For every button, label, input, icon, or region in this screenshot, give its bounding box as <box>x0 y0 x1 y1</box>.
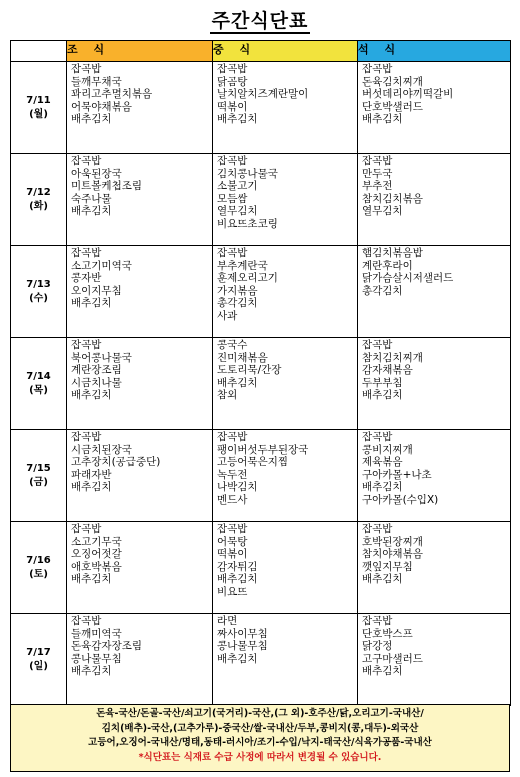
lunch-cell <box>213 614 358 706</box>
menu-item: 소고기미역국 <box>71 259 132 272</box>
menu-item: 배추김치 <box>71 297 112 310</box>
menu-item: 배추김치 <box>217 652 258 665</box>
menu-item: 라면 <box>217 615 238 627</box>
menu-item: 떡볶이 <box>217 548 248 561</box>
menu-item: 고구마샐러드 <box>362 652 423 665</box>
breakfast-cell <box>67 338 213 430</box>
menu-item: 고추장치(공급중단) <box>71 456 161 469</box>
menu-item: 아욱된장국 <box>71 167 122 180</box>
menu-item: 모듬쌈 <box>217 192 248 205</box>
menu-item: 배추김치 <box>217 573 258 586</box>
menu-item: 돈육김치찌개 <box>362 75 423 88</box>
day-date: 7/16 <box>26 554 51 566</box>
day-date: 7/13 <box>26 278 51 290</box>
day-row <box>11 430 511 522</box>
menu-item: 훈제오리고기 <box>217 272 278 285</box>
header-blank <box>11 41 67 62</box>
day-date-cell <box>11 522 67 614</box>
menu-item: 어묵탕 <box>217 535 248 548</box>
lunch-cell <box>213 62 358 154</box>
menu-item: 시금치나물 <box>71 376 122 389</box>
day-weekday: (목) <box>29 384 48 396</box>
header-dinner: 석 식 <box>358 41 511 62</box>
menu-change-note: *식단표는 식재료 수급 사정에 따라서 변경될 수 있습니다. <box>138 751 382 763</box>
menu-item: 햄김치볶음밥 <box>362 247 423 259</box>
breakfast-cell <box>67 154 213 246</box>
menu-item: 멘드사 <box>217 493 248 506</box>
dinner-cell <box>358 430 511 522</box>
day-weekday: (일) <box>29 660 48 672</box>
menu-item: 참치야채볶음 <box>362 548 423 561</box>
menu-item: 사과 <box>217 309 238 322</box>
day-date: 7/12 <box>26 186 51 198</box>
menu-item: 콩비지찌개 <box>362 443 413 456</box>
menu-item: 날치알치즈계란말이 <box>217 88 309 101</box>
menu-item: 콩자반 <box>71 272 102 285</box>
menu-item: 배추김치 <box>362 389 403 402</box>
menu-item: 잡곡밥 <box>362 615 393 627</box>
menu-item: 배추김치 <box>362 665 403 678</box>
menu-item: 감자튀김 <box>217 560 258 573</box>
menu-item: 들깨미역국 <box>71 627 122 640</box>
menu-item: 닭강정 <box>362 640 393 653</box>
lunch-cell <box>213 338 358 430</box>
menu-item: 계란후라이 <box>362 259 413 272</box>
menu-item: 잡곡밥 <box>362 339 393 351</box>
menu-item: 잡곡밥 <box>217 155 248 167</box>
menu-item: 잡곡밥 <box>217 247 248 259</box>
menu-item: 감자채볶음 <box>362 364 413 377</box>
menu-item: 김치콩나물국 <box>217 167 278 180</box>
day-date: 7/14 <box>26 370 51 382</box>
menu-item: 만두국 <box>362 167 393 180</box>
menu-item: 계란장조림 <box>71 364 122 377</box>
menu-item: 잡곡밥 <box>217 431 248 443</box>
menu-item: 닭가슴살시저샐러드 <box>362 272 454 285</box>
menu-item: 열무김치 <box>362 205 403 218</box>
menu-item: 구아카몰+나초 <box>362 468 432 481</box>
menu-item: 애호박볶음 <box>71 560 122 573</box>
day-row <box>11 62 511 154</box>
menu-item: 파래자반 <box>71 468 112 481</box>
menu-item: 진미채볶음 <box>217 351 268 364</box>
menu-item: 팽이버섯두부된장국 <box>217 443 309 456</box>
menu-item: 열무김치 <box>217 205 258 218</box>
menu-item: 잡곡밥 <box>71 523 102 535</box>
day-row <box>11 154 511 246</box>
menu-item: 녹두전 <box>217 468 248 481</box>
menu-item: 잡곡밥 <box>71 339 102 351</box>
menu-item: 잡곡밥 <box>71 63 102 75</box>
menu-item: 오이지무침 <box>71 284 122 297</box>
menu-item: 잡곡밥 <box>71 247 102 259</box>
dinner-cell <box>358 338 511 430</box>
day-date: 7/11 <box>26 94 51 106</box>
page-title <box>0 6 520 33</box>
lunch-cell <box>213 522 358 614</box>
menu-item: 짜사이무침 <box>217 627 268 640</box>
lunch-cell <box>213 154 358 246</box>
menu-item: 잡곡밥 <box>362 523 393 535</box>
menu-item: 잡곡밥 <box>71 615 102 627</box>
menu-item: 오징어젓갈 <box>71 548 122 561</box>
breakfast-cell <box>67 614 213 706</box>
menu-item: 숙주나물 <box>71 192 112 205</box>
menu-item: 콩나물무침 <box>71 652 122 665</box>
day-weekday: (토) <box>29 568 48 580</box>
menu-item: 배추김치 <box>362 573 403 586</box>
menu-item: 버섯데리야끼떡갈비 <box>362 88 454 101</box>
day-date-cell <box>11 614 67 706</box>
menu-item: 총각김치 <box>217 297 258 310</box>
menu-item: 닭곰탕 <box>217 75 248 88</box>
breakfast-cell <box>67 522 213 614</box>
menu-item: 배추김치 <box>362 481 403 494</box>
menu-item: 참외 <box>217 389 238 402</box>
day-weekday: (월) <box>29 108 48 120</box>
menu-item: 비요뜨 <box>217 585 248 598</box>
menu-item: 단호박샐러드 <box>362 100 423 113</box>
weekly-menu-table <box>10 40 511 706</box>
day-date-cell <box>11 246 67 338</box>
day-date-cell <box>11 154 67 246</box>
day-row <box>11 522 511 614</box>
day-weekday: (금) <box>29 476 48 488</box>
day-row <box>11 246 511 338</box>
day-row <box>11 338 511 430</box>
menu-item: 소고기무국 <box>71 535 122 548</box>
menu-item: 참치김치찌개 <box>362 351 423 364</box>
menu-item: 배추김치 <box>71 113 112 126</box>
day-weekday: (화) <box>29 200 48 212</box>
menu-item: 도토리묵/간장 <box>217 364 282 377</box>
menu-item: 비요뜨초코링 <box>217 217 278 230</box>
menu-item: 나박김치 <box>217 481 258 494</box>
menu-item: 시금치된장국 <box>71 443 132 456</box>
menu-item: 배추김치 <box>71 481 112 494</box>
day-row <box>11 614 511 706</box>
menu-item: 배추김치 <box>71 665 112 678</box>
menu-item: 들깨무채국 <box>71 75 122 88</box>
menu-item: 단호박스프 <box>362 627 413 640</box>
day-date-cell <box>11 62 67 154</box>
title-text: 주간식단표 <box>211 10 309 32</box>
menu-item: 깻잎지무침 <box>362 560 413 573</box>
menu-item: 구아카몰(수입X) <box>362 493 439 506</box>
menu-item: 부추계란국 <box>217 259 268 272</box>
breakfast-cell <box>67 430 213 522</box>
origin-line-1: 돈육-국산/돈골-국산/쇠고기(국거리)-국산,(그 외)-호주산/닭,오리고기-국내산/ <box>96 708 424 719</box>
dinner-cell <box>358 614 511 706</box>
menu-item: 배추김치 <box>71 205 112 218</box>
menu-item: 두부부침 <box>362 376 403 389</box>
dinner-cell <box>358 154 511 246</box>
menu-item: 부추전 <box>362 180 393 193</box>
menu-item: 고등어묵은지찜 <box>217 456 289 469</box>
lunch-cell <box>213 430 358 522</box>
menu-item: 잡곡밥 <box>71 431 102 443</box>
dinner-cell <box>358 246 511 338</box>
dinner-cell <box>358 522 511 614</box>
menu-item: 미트볼케첩조림 <box>71 180 143 193</box>
menu-item: 참치김치볶음 <box>362 192 423 205</box>
menu-item: 잡곡밥 <box>217 523 248 535</box>
menu-item: 잡곡밥 <box>217 63 248 75</box>
day-weekday: (수) <box>29 292 48 304</box>
menu-item: 떡볶이 <box>217 100 248 113</box>
origin-footer <box>10 704 510 772</box>
origin-line-2: 김치(배추)-국산,(고추가루)-중국산/쌀-국내산/두부,콩비지(콩,대두)-외국산 <box>101 722 419 734</box>
menu-item: 콩국수 <box>217 339 248 351</box>
menu-item: 어묵야채볶음 <box>71 100 132 113</box>
menu-item: 잡곡밥 <box>71 155 102 167</box>
menu-item: 잡곡밥 <box>362 63 393 75</box>
menu-item: 꽈리고추멸치볶음 <box>71 88 153 101</box>
menu-item: 배추김치 <box>362 113 403 126</box>
menu-item: 잡곡밥 <box>362 431 393 443</box>
breakfast-cell <box>67 62 213 154</box>
menu-item: 배추김치 <box>71 389 112 402</box>
header-row <box>11 41 511 62</box>
menu-item: 가지볶음 <box>217 284 258 297</box>
menu-item: 배추김치 <box>217 113 258 126</box>
header-lunch: 중 식 <box>213 41 358 62</box>
menu-item: 제육볶음 <box>362 456 403 469</box>
dinner-cell <box>358 62 511 154</box>
origin-line-3: 고등어,오징어-국내산/명태,동태-러시아/조기-수입/낙지-태국산/식육가공품-국내산 <box>88 737 432 748</box>
lunch-cell <box>213 246 358 338</box>
menu-item: 소불고기 <box>217 180 258 193</box>
menu-item: 배추김치 <box>217 376 258 389</box>
header-breakfast: 조 식 <box>67 41 213 62</box>
menu-item: 잡곡밥 <box>362 155 393 167</box>
menu-item: 돈육감자장조림 <box>71 640 143 653</box>
day-date: 7/17 <box>26 646 51 658</box>
menu-item: 콩나물무침 <box>217 640 268 653</box>
day-date: 7/15 <box>26 462 51 474</box>
menu-item: 총각김치 <box>362 284 403 297</box>
menu-item: 배추김치 <box>71 573 112 586</box>
menu-item: 북어콩나물국 <box>71 351 132 364</box>
day-date-cell <box>11 430 67 522</box>
day-date-cell <box>11 338 67 430</box>
menu-item: 호박된장찌개 <box>362 535 423 548</box>
breakfast-cell <box>67 246 213 338</box>
